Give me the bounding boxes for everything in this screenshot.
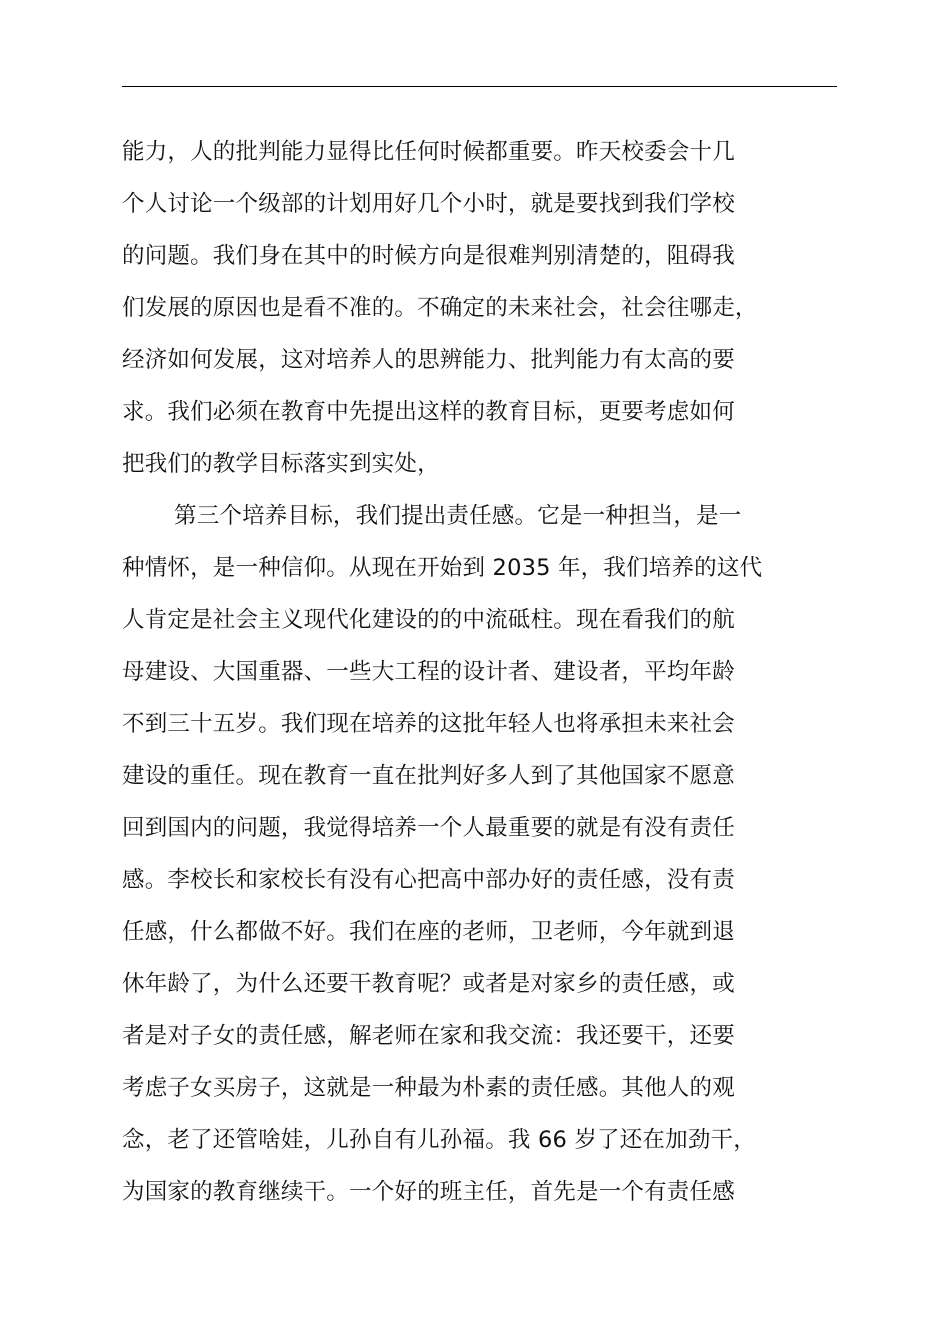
text-line: 感。李校长和家校长有没有心把高中部办好的责任感，没有责 [122,867,735,893]
text-line: 考虑子女买房子，这就是一种最为朴素的责任感。其他人的观 [122,1075,735,1101]
text-line: 母建设、大国重器、一些大工程的设计者、建设者，平均年龄 [122,659,735,685]
text-line: 者是对子女的责任感，解老师在家和我交流：我还要干，还要 [122,1023,735,1049]
body-text [122,126,867,1218]
text-line: 为国家的教育继续干。一个好的班主任，首先是一个有责任感 [122,1179,735,1205]
paragraph-start-line: 第三个培养目标，我们提出责任感。它是一种担当，是一 [174,503,742,529]
text-line: 回到国内的问题，我觉得培养一个人最重要的就是有没有责任 [122,815,735,841]
text-line: 休年龄了，为什么还要干教育呢？或者是对家乡的责任感，或 [122,971,735,997]
text-line: 种情怀，是一种信仰。从现在开始到 2035 年，我们培养的这代 [122,555,763,581]
text-line: 能力，人的批判能力显得比任何时候都重要。昨天校委会十几 [122,139,735,165]
text-line: 建设的重任。现在教育一直在批判好多人到了其他国家不愿意 [122,763,735,789]
text-line: 求。我们必须在教育中先提出这样的教育目标，更要考虑如何 [122,399,735,425]
text-line: 不到三十五岁。我们现在培养的这批年轻人也将承担未来社会 [122,711,735,737]
text-line: 任感，什么都做不好。我们在座的老师，卫老师，今年就到退 [122,919,735,945]
text-line: 们发展的原因也是看不准的。不确定的未来社会，社会往哪走， [122,295,758,321]
text-line: 念，老了还管啥娃，儿孙自有儿孙福。我 66 岁了还在加劲干， [122,1127,756,1153]
text-line: 的问题。我们身在其中的时候方向是很难判别清楚的，阻碍我 [122,243,735,269]
text-line: 经济如何发展，这对培养人的思辨能力、批判能力有太高的要 [122,347,735,373]
text-line: 个人讨论一个级部的计划用好几个小时，就是要找到我们学校 [122,191,735,217]
text-line: 把我们的教学目标落实到实处， [122,451,440,477]
text-line: 人肯定是社会主义现代化建设的的中流砥柱。现在看我们的航 [122,607,735,633]
header-rule [122,86,837,87]
